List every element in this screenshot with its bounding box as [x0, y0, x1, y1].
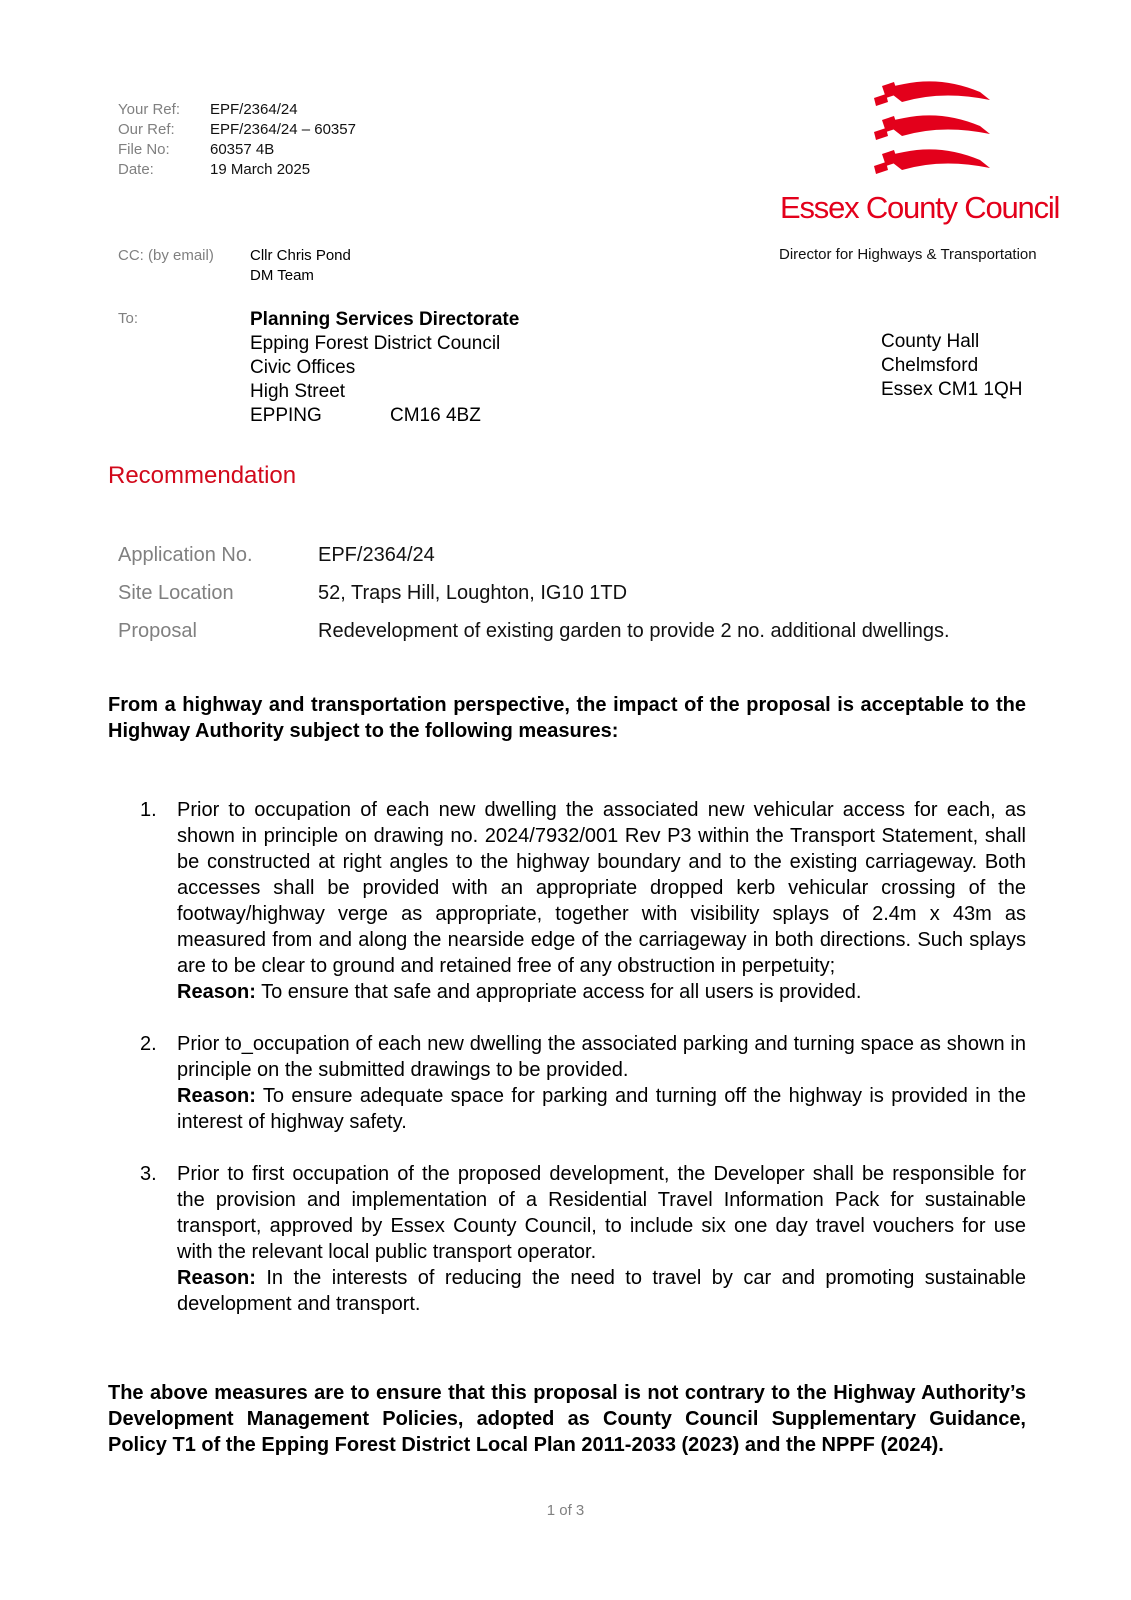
conditions-list [140, 797, 1026, 1343]
condition-text: Prior to occupation of each new dwelling the associated new vehicular access for each, as shown in principle on drawing no. 2024/7932/001 Rev P3 within the Transport Statement, shall be constructed at right angles to the highway boundary and to the existing carriageway. Both accesses shall be provided with an appropriate dropped kerb vehicular crossing of the footway/highway verge as appropriate, together with visibility splays of 2.4m x 43m as measured from and along the nearside edge of the carriageway in both directions. Such splays are to be clear to ground and retained free of any obstruction in perpetuity; [177, 799, 1026, 977]
application-label: Proposal [118, 620, 197, 642]
closing-statement: The above measures are to ensure that this proposal is not contrary to the Highway Authority’s Development Management Policies, adopted as County Council Supplementary Guidance, Policy T1 of the Epping Forest District Local Plan 2011-2033 (2023) and the NPPF (2024). [108, 1382, 1026, 1456]
condition-item [140, 797, 1026, 1005]
ref-label: Our Ref: [118, 121, 175, 138]
application-row [118, 574, 950, 612]
application-details [118, 536, 950, 650]
reason-label: Reason: [177, 1085, 256, 1107]
address-line [250, 404, 519, 428]
cc-recipient: Cllr Chris Pond [250, 247, 351, 264]
condition-reason [177, 1083, 1026, 1135]
recommendation-heading: Recommendation [108, 462, 297, 489]
address-line: Essex CM1 1QH [881, 379, 1023, 400]
ref-label: Date: [118, 161, 154, 178]
condition-body [177, 797, 1026, 1005]
condition-number: 1. [140, 799, 157, 821]
condition-text: Prior to_occupation of each new dwelling the associated parking and turning space as shown in principle on the submitted drawings to be provided. [177, 1033, 1026, 1081]
ref-row [118, 160, 356, 180]
condition-body [177, 1031, 1026, 1135]
cc-recipients [250, 246, 351, 286]
org-name: Essex County Council [780, 190, 1060, 225]
application-row [118, 536, 950, 574]
condition-number: 2. [140, 1033, 157, 1055]
page-number: 1 of 3 [546, 1502, 585, 1519]
reference-block [118, 100, 356, 180]
condition-text: Prior to first occupation of the proposed development, the Developer shall be responsible for the provision and implementation of a Residential Travel Information Pack for sustainable transport, approved by Essex County Council, to include six one day travel vouchers for use with the relevant local public transport operator. [177, 1163, 1026, 1263]
council-address [881, 330, 1022, 402]
ref-row [118, 100, 356, 120]
application-value: Redevelopment of existing garden to provide 2 no. additional dwellings. [318, 620, 950, 642]
condition-reason [177, 979, 1026, 1005]
ref-label: Your Ref: [118, 101, 180, 118]
reason-text: To ensure that safe and appropriate access for all users is provided. [261, 981, 862, 1003]
director-title: Director for Highways & Transportation [779, 246, 1037, 263]
ref-value: 19 March 2025 [210, 161, 311, 178]
ref-value: EPF/2364/24 – 60357 [210, 121, 356, 138]
ref-value: EPF/2364/24 [210, 101, 298, 118]
ref-row [118, 120, 356, 140]
condition-item [140, 1031, 1026, 1135]
condition-body [177, 1161, 1026, 1317]
recipient-address [250, 308, 519, 428]
cc-recipient: DM Team [250, 267, 314, 284]
address-line: Chelmsford [881, 355, 979, 376]
to-label: To: [118, 310, 139, 327]
condition-number: 3. [140, 1163, 157, 1185]
condition-item [140, 1161, 1026, 1317]
address-town: EPPING [250, 405, 322, 426]
application-label: Site Location [118, 582, 234, 604]
address-line: Epping Forest District Council [250, 333, 501, 354]
application-label: Application No. [118, 544, 253, 566]
application-value: EPF/2364/24 [318, 544, 435, 566]
cc-label: CC: (by email) [118, 247, 214, 264]
application-value: 52, Traps Hill, Loughton, IG10 1TD [318, 582, 628, 604]
reason-label: Reason: [177, 981, 256, 1003]
address-line: Civic Offices [250, 357, 356, 378]
address-line: County Hall [881, 331, 980, 352]
reason-text: In the interests of reducing the need to travel by car and promoting sustainable development and transport. [177, 1267, 1026, 1315]
reason-label: Reason: [177, 1267, 256, 1289]
ref-value: 60357 4B [210, 141, 275, 158]
address-postcode: CM16 4BZ [390, 405, 481, 426]
cc-block [118, 246, 351, 286]
intro-statement: From a highway and transportation perspective, the impact of the proposal is acceptable to the Highway Authority subject to the following measures: [108, 694, 1026, 742]
ref-label: File No: [118, 141, 170, 158]
address-line: High Street [250, 381, 346, 402]
condition-reason [177, 1265, 1026, 1317]
reason-text: To ensure adequate space for parking and turning off the highway is provided in the interest of highway safety. [177, 1085, 1026, 1133]
address-line: Planning Services Directorate [250, 309, 520, 330]
application-row [118, 612, 950, 650]
ref-row [118, 140, 356, 160]
essex-seaxes-logo-icon [872, 78, 1002, 178]
